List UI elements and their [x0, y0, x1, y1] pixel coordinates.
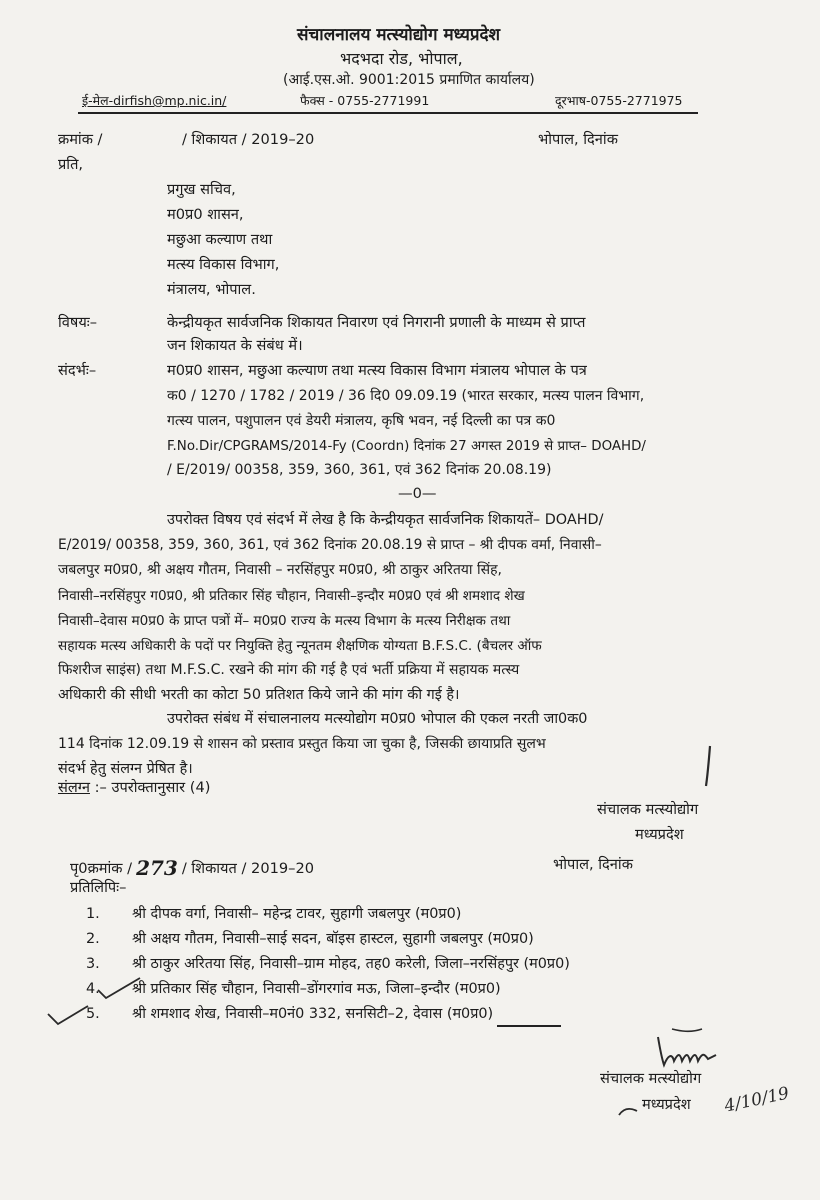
complaint-ref: / शिकायत / 2019–20	[182, 131, 315, 148]
place-date: भोपाल, दिनांक	[538, 131, 618, 148]
email-line	[82, 92, 226, 109]
signature2-state: मध्यप्रदेश	[642, 1096, 691, 1113]
body-line: उपरोक्त विषय एवं संदर्भ में लेख है कि केन्द्रीयकृत सार्वजनिक शिकायतें– DOAHD/	[167, 512, 604, 528]
endorsement-prefix: पृ0क्रमांक /	[70, 860, 133, 877]
endorsement-number: 273	[136, 856, 178, 880]
header-rule	[78, 112, 698, 114]
enclosure-label: संलग्न	[58, 779, 90, 796]
enclosure	[58, 781, 210, 796]
handwritten-date: 4/10/19	[722, 1083, 791, 1117]
enclosure-text: :– उपरोक्तानुसार (4)	[94, 779, 211, 796]
copy-recipient: श्री ठाकुर अरितया सिंह, निवासी–ग्राम मोहद, तह0 करेली, जिला–नरसिंहपुर (म0प्र0)	[132, 956, 570, 972]
kramank-label: क्रमांक /	[58, 131, 103, 148]
addressee-line: प्रगुख सचिव,	[167, 181, 236, 198]
body-line: फिशरीज साइंस) तथा M.F.S.C. रखने की मांग की गई है एवं भर्ती प्रक्रिया में सहायक मत्स्य	[58, 662, 520, 678]
pen-underline	[497, 1025, 561, 1027]
email: ई-मेल-dirfish@mp.nic.in/	[82, 93, 227, 108]
copy-recipient: श्री शमशाद शेख, निवासी–म0नं0 332, सनसिटी–2, देवास (म0प्र0)	[132, 1006, 494, 1022]
addressee-line: म0प्र0 शासन,	[167, 206, 244, 223]
body-line: उपरोक्त संबंध में संचालनालय मत्स्योद्योग म0प्र0 भोपाल की एकल नरती जा0क0	[167, 711, 588, 727]
body-line: सहायक मत्स्य अधिकारी के पदों पर नियुक्ति हेतु न्यूनतम शैक्षणिक योग्यता B.F.S.C. (बैचलर ऑफ	[58, 638, 542, 654]
body-line: निवासी–नरसिंहपुर ग0प्र0, श्री प्रतिकार सिंह चौहान, निवासी–इन्दौर म0प्र0 एवं श्री शमशाद शेख	[58, 588, 525, 604]
subject-label: विषयः–	[58, 314, 98, 331]
copy-num: 2.	[86, 931, 100, 947]
org-name: संचालनालय मत्स्योद्योग मध्यप्रदेश	[297, 25, 501, 45]
reference-line: म0प्र0 शासन, मछुआ कल्याण तथा मत्स्य विकास विभाग मंत्रालय भोपाल के पत्र	[167, 362, 587, 379]
body-line: जबलपुर म0प्र0, श्री अक्षय गौतम, निवासी – नरसिंहपुर म0प्र0, श्री ठाकुर अरितया सिंह,	[58, 562, 502, 578]
reference-line: गत्स्य पालन, पशुपालन एवं डेयरी मंत्रालय, कृषि भवन, नई दिल्ली का पत्र क0	[167, 413, 556, 429]
signature-title: संचालक मत्स्योद्योग	[597, 801, 699, 818]
copy-recipient: श्री अक्षय गौतम, निवासी–साई सदन, बॉइस हास्टल, सुहागी जबलपुर (म0प्र0)	[132, 931, 534, 947]
reference-line: / E/2019/ 00358, 359, 360, 361, एवं 362 दिनांक 20.08.19)	[167, 462, 552, 478]
subject-line: केन्द्रीयकृत सार्वजनिक शिकायत निवारण एवं निगरानी प्रणाली के माध्यम से प्राप्त	[167, 314, 586, 331]
signature-state: मध्यप्रदेश	[635, 826, 684, 843]
body-line: निवासी–देवास म0प्र0 के प्राप्त पत्रों में– म0प्र0 राज्य के मत्स्य विभाग के मत्स्य निरीक्षक तथा	[58, 613, 511, 629]
handwritten-signature	[650, 1025, 730, 1075]
copy-recipient: श्री प्रतिकार सिंह चौहान, निवासी–डोंगरगांव मऊ, जिला–इन्दौर (म0प्र0)	[132, 981, 501, 997]
reference-label: संदर्भः–	[58, 362, 97, 379]
copy-num: 1.	[86, 906, 100, 922]
pen-stroke	[617, 1105, 641, 1119]
addressee-line: मत्स्य विकास विभाग,	[167, 256, 280, 273]
addressee-line: मंत्रालय, भोपाल.	[167, 281, 256, 298]
copy-num: 5.	[86, 1006, 100, 1022]
body-line: E/2019/ 00358, 359, 360, 361, एवं 362 दिनांक 20.08.19 से प्राप्त – श्री दीपक वर्मा, निवासी–	[58, 537, 602, 553]
endorsement-ref: / शिकायत / 2019–20	[181, 860, 315, 877]
body-line: 114 दिनांक 12.09.19 से शासन को प्रस्ताव प्रस्तुत किया जा चुका है, जिसकी छायाप्रति सुलभ	[58, 736, 546, 752]
signature2-title: संचालक मत्स्योद्योग	[600, 1070, 702, 1087]
endorsement-place-date: भोपाल, दिनांक	[553, 856, 633, 873]
endorsement-line	[70, 856, 315, 880]
body-line: संदर्भ हेतु संलग्न प्रेषित है।	[58, 761, 193, 777]
addressee-line: मछुआ कल्याण तथा	[167, 231, 273, 248]
separator: —0—	[398, 485, 437, 502]
prati-label: प्रति,	[58, 156, 84, 173]
pen-mark	[700, 744, 720, 788]
pen-ticks	[40, 970, 150, 1030]
copy-num: 3.	[86, 956, 100, 972]
phone: दूरभाष-0755-2771975	[555, 93, 683, 108]
fax: फैक्स - 0755-2771991	[300, 93, 430, 108]
body-line: अधिकारी की सीधी भरती का कोटा 50 प्रतिशत किये जाने की मांग की गई है।	[58, 687, 460, 703]
copy-recipient: श्री दीपक वर्गा, निवासी– महेन्द्र टावर, सुहागी जबलपुर (म0प्र0)	[132, 906, 462, 922]
iso-certification: (आई.एस.ओ. 9001:2015 प्रमाणित कार्यालय)	[283, 72, 535, 88]
subject-line: जन शिकायत के संबंध में।	[167, 337, 303, 354]
org-address: भदभदा रोड, भोपाल,	[340, 49, 463, 68]
reference-line: क0 / 1270 / 1782 / 2019 / 36 दि0 09.09.19 (भारत सरकार, मत्स्य पालन विभाग,	[167, 388, 645, 404]
reference-line: F.No.Dir/CPGRAMS/2014-Fy (Coordn) दिनांक 27 अगस्त 2019 से प्राप्त– DOAHD/	[167, 439, 646, 454]
copy-num: 4.	[86, 981, 100, 997]
copy-label: प्रतिलिपिः–	[70, 879, 127, 896]
